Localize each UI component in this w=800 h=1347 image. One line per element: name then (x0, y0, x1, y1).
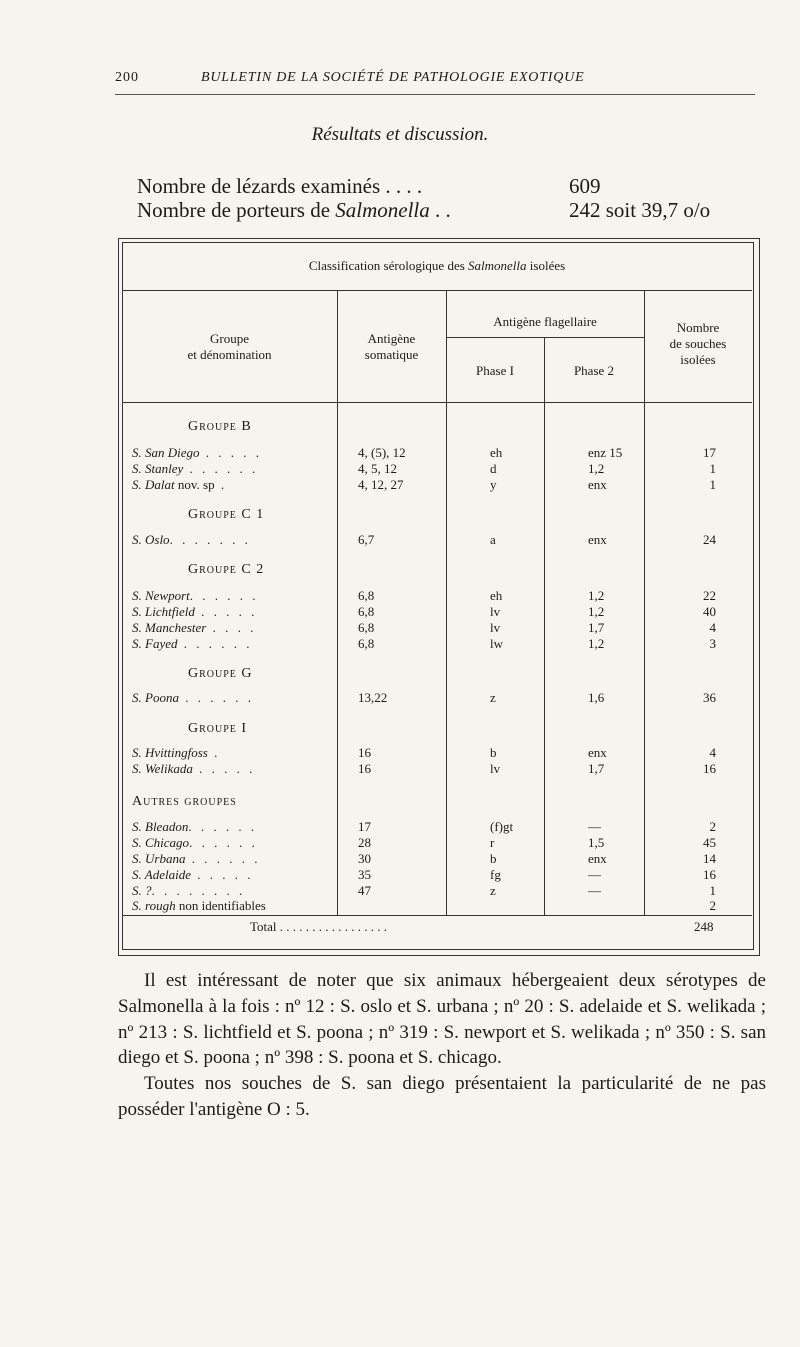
serotype-label: S. Poona (132, 690, 179, 705)
caption-rule (122, 290, 752, 291)
somatic-antigen: 16 (358, 745, 371, 760)
th-count-line: de souches (669, 336, 727, 351)
total-value: 248 (694, 919, 714, 934)
serotype-label: S. Chicago (132, 835, 190, 850)
page-number: 200 (115, 70, 139, 85)
phase2-antigen: 1,7 (588, 761, 605, 776)
strain-count: 22 (703, 588, 716, 603)
stat-label-italic: Salmonella (335, 198, 430, 222)
phase2-antigen: enx (588, 745, 607, 760)
serotype-name (132, 746, 220, 760)
somatic-antigen: 6,8 (358, 588, 375, 603)
phase1-antigen: eh (490, 445, 503, 460)
phase1-antigen: lv (490, 620, 501, 635)
leader-dots: . . . . . (190, 867, 254, 882)
somatic-antigen: 13,22 (358, 690, 388, 705)
leader-dots: . . . . . (194, 604, 258, 619)
body-text (118, 968, 766, 1123)
paragraph: Toutes nos souches de S. san diego présentaient la particularité de ne pas posséder l'antigène O : 5. (118, 1073, 766, 1120)
running-header (115, 70, 755, 92)
serotype-name (132, 621, 256, 635)
serotype-label: S. Welikada (132, 761, 193, 776)
somatic-antigen: 6,7 (358, 532, 375, 547)
phase2-antigen: enx (588, 851, 607, 866)
caption-italic: Salmonella (468, 258, 527, 273)
serotype-extra: nov. sp (174, 477, 215, 492)
somatic-antigen: 4, 12, 27 (358, 477, 404, 492)
phase1-antigen: d (490, 461, 497, 476)
phase1-antigen: a (490, 532, 496, 547)
serotype-label: S. Urbana (132, 851, 186, 866)
phase2-antigen: — (588, 819, 601, 834)
stat-label-suffix: . . (429, 198, 451, 222)
flagellar-rule (446, 337, 644, 338)
leader-dots: . . . . . . (183, 461, 259, 476)
leader-dots: . . . . . . . . (151, 883, 246, 898)
serotype-name (132, 762, 255, 776)
serotype-label: S. Oslo (132, 532, 170, 547)
serotype-label: S. San Diego (132, 445, 200, 460)
leader-dots: . . . . . . . (169, 532, 251, 547)
serotype-label: S. Newport (132, 588, 190, 603)
somatic-antigen: 47 (358, 883, 371, 898)
somatic-antigen: 6,8 (358, 636, 375, 651)
phase2-antigen: 1,7 (588, 620, 605, 635)
phase2-antigen: enz 15 (588, 445, 623, 460)
phase2-antigen: — (588, 883, 601, 898)
paragraph: Il est intéressant de noter que six animaux hébergeaient deux sérotypes de Salmonella à la fois : nº 12 : S. oslo et S. urbana ; nº 20 : S. adelaide et S. welikada ; nº 213 : S. lichtfield et S. poona ; nº 319 : S. newport et S. welikada ; nº 350 : S. san diego et S. poona ; nº 398 : S. poona et S. chicago. (118, 970, 766, 1069)
phase2-antigen: enx (588, 477, 607, 492)
serotype-label: S. Stanley (132, 461, 184, 476)
phase2-antigen: — (588, 867, 601, 882)
serotype-label: S. Manchester (132, 620, 207, 635)
leader-dots: . . . . . . (178, 690, 254, 705)
leader-dots: . (214, 477, 228, 492)
th-somatic-line: Antigène (367, 331, 416, 346)
caption-prefix: Classification sérologique des (308, 258, 469, 273)
th-somatic-line: somatique (364, 347, 419, 362)
serotype-extra: non identifiables (175, 898, 266, 913)
col-divider-somatic (337, 290, 338, 915)
serotype-label: S. Bleadon (132, 819, 189, 834)
th-phase1: Phase I (476, 363, 514, 378)
phase2-antigen: 1,6 (588, 690, 605, 705)
phase1-antigen: lv (490, 604, 501, 619)
leader-dots: . . . . (206, 620, 257, 635)
strain-count: 17 (703, 445, 716, 460)
group-title: Groupe C 1 (188, 507, 265, 522)
th-group-line: Groupe (210, 331, 249, 346)
th-phase2: Phase 2 (573, 363, 615, 378)
serotype-label: S. Adelaide (132, 867, 191, 882)
phase2-antigen: 1,2 (588, 461, 605, 476)
serotype-label: S. Lichtfield (132, 604, 195, 619)
col-divider-count (644, 290, 645, 915)
strain-count: 2 (709, 819, 716, 834)
strain-count: 4 (709, 745, 716, 760)
leader-dots: . . . . . . (177, 636, 253, 651)
group-title: Groupe G (188, 666, 253, 681)
strain-count: 2 (709, 898, 716, 913)
th-group (122, 331, 337, 363)
table-caption (122, 258, 752, 274)
strain-count: 40 (703, 604, 716, 619)
leader-dots: . . . . . (192, 761, 256, 776)
serotype-name (132, 605, 257, 619)
somatic-antigen: 16 (358, 761, 371, 776)
phase1-antigen: eh (490, 588, 503, 603)
strain-count: 1 (709, 461, 716, 476)
stat-value: 242 soit 39,7 o/o (569, 198, 711, 222)
somatic-antigen: 28 (358, 835, 371, 850)
phase1-antigen: z (490, 690, 496, 705)
th-count-line: Nombre (676, 320, 720, 335)
somatic-antigen: 6,8 (358, 620, 375, 635)
th-group-line: et dénomination (187, 347, 272, 362)
strain-count: 1 (709, 883, 716, 898)
strain-count: 24 (703, 532, 716, 547)
serotype-label: S. ? (132, 883, 152, 898)
serotype-name (132, 852, 260, 866)
strain-count: 45 (703, 835, 716, 850)
serotype-label: S. Dalat (132, 477, 175, 492)
stat-label (137, 198, 451, 223)
phase2-antigen: 1,2 (588, 604, 605, 619)
serotype-name (132, 884, 245, 898)
header-bottom-rule (122, 402, 752, 403)
col-divider-phase2 (544, 337, 545, 915)
leader-dots: . . . . . . (185, 851, 261, 866)
group-title: Groupe I (188, 721, 248, 736)
group-title: Groupe C 2 (188, 562, 265, 577)
phase1-antigen: fg (490, 867, 501, 882)
somatic-antigen: 4, (5), 12 (358, 445, 406, 460)
phase1-antigen: (f)gt (490, 819, 514, 834)
group-title: Groupe B (188, 419, 252, 434)
serotype-name (132, 533, 251, 547)
serotype-name (132, 868, 253, 882)
stat-value: 609 (569, 174, 601, 198)
strain-count: 16 (703, 761, 716, 776)
phase2-antigen: 1,2 (588, 636, 605, 651)
serotype-label: S. Fayed (132, 636, 178, 651)
th-somatic (337, 331, 446, 363)
leader-dots: . . . . . (199, 445, 263, 460)
serotype-name (132, 637, 252, 651)
phase1-antigen: z (490, 883, 496, 898)
phase1-antigen: b (490, 851, 497, 866)
serotype-name (132, 820, 257, 834)
th-count (644, 320, 752, 368)
phase1-antigen: y (490, 477, 497, 492)
journal-title: BULLETIN DE LA SOCIÉTÉ DE PATHOLOGIE EXOTIQUE (201, 70, 585, 85)
leader-dots: . (207, 745, 221, 760)
section-title: Résultats et discussion. (311, 124, 489, 145)
th-flagellar: Antigène flagellaire (493, 314, 597, 329)
somatic-antigen: 6,8 (358, 604, 375, 619)
strain-count: 1 (709, 477, 716, 492)
strain-count: 36 (703, 690, 716, 705)
caption-suffix: isolées (526, 258, 566, 273)
somatic-antigen: 35 (358, 867, 371, 882)
leader-dots: . . . . . . (188, 819, 258, 834)
serotype-name (132, 899, 266, 913)
phase1-antigen: r (490, 835, 495, 850)
somatic-antigen: 17 (358, 819, 371, 834)
serotype-name (132, 691, 254, 705)
strain-count: 16 (703, 867, 716, 882)
serotype-name (132, 478, 227, 492)
leader-dots: . . . . . . (189, 835, 258, 850)
leader-dots: . . . . . . (189, 588, 259, 603)
somatic-antigen: 4, 5, 12 (358, 461, 397, 476)
th-count-line: isolées (680, 352, 716, 367)
stat-label-prefix: Nombre de porteurs de (137, 198, 336, 222)
total-rule (122, 915, 752, 916)
col-divider-phase1 (446, 290, 447, 915)
strain-count: 4 (709, 620, 716, 635)
group-title: Autres groupes (132, 794, 237, 809)
phase1-antigen: lv (490, 761, 501, 776)
header-rule (115, 94, 755, 95)
phase1-antigen: b (490, 745, 497, 760)
total-label: Total . . . . . . . . . . . . . . . . . (250, 919, 388, 934)
phase2-antigen: 1,2 (588, 588, 605, 603)
serotype-label: S. rough (132, 898, 176, 913)
strain-count: 3 (709, 636, 716, 651)
serotype-name (132, 446, 262, 460)
serotype-name (132, 836, 258, 850)
phase2-antigen: 1,5 (588, 835, 605, 850)
serotype-name (132, 462, 258, 476)
phase1-antigen: lw (490, 636, 503, 651)
serotype-label: S. Hvittingfoss (132, 745, 208, 760)
serotype-name (132, 589, 259, 603)
phase2-antigen: enx (588, 532, 607, 547)
somatic-antigen: 30 (358, 851, 371, 866)
strain-count: 14 (703, 851, 716, 866)
stat-label: Nombre de lézards examinés . . . . (137, 174, 423, 198)
